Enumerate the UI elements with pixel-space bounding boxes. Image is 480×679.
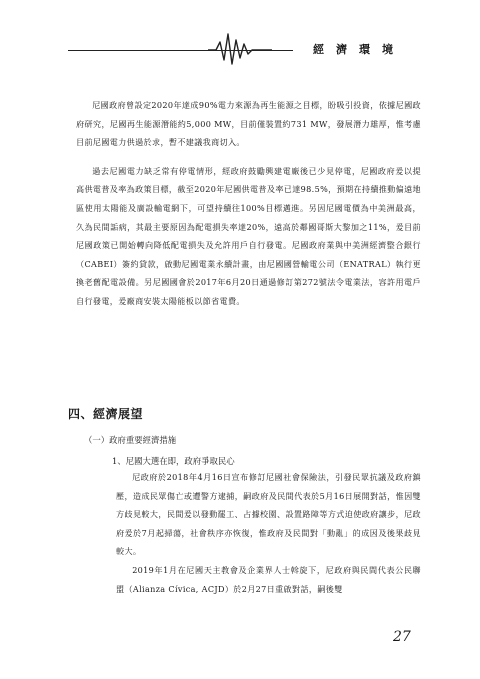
paragraph: 尼國政府曾設定2020年達成90%電力來源為再生能源之目標，盼吸引投資，依據尼國政府研究，尼國再生能源潛能約5,000 MW，目前僅裝置約731 MW，發展潛力雄厚，惟考慮目前尼國電力供過於求，暫不建議我商切入。 <box>76 100 421 148</box>
header-section-label: 經濟環境 <box>293 41 425 59</box>
section-body-2 <box>116 468 421 598</box>
item-title: 1、尼國大選在即，政府爭取民心 <box>112 456 235 466</box>
subsection-title: （一）政府重要經濟措施 <box>84 435 177 445</box>
section-body-1 <box>76 96 421 311</box>
paragraph: 2019年1月在尼國天主教會及企業界人士斡旋下，尼政府與民間代表公民聯盟（Alianza Cívica, ACJD）於2月27日重啟對話，嗣後雙 <box>116 564 421 594</box>
heartbeat-wave-icon <box>208 30 272 70</box>
paragraph: 過去尼國電力缺乏常有停電情形，經政府鼓勵興建電廠後已少見停電，尼國政府爰以提高供電普及率為政策目標，截至2020年尼國供電普及率已達98.5%，預期在持續推動偏遠地區使用太陽能及廣設輸電網下，可望持續往100%目標邁進。另因尼國電價為中美洲最高，久為民間詬病，其最主要原因為配電損失率達20%，遠高於鄰國哥斯大黎加之11%，爰目前尼國政策已開始轉向降低配電損失及允許用戶自行發電。尼國政府業與中美洲經濟整合銀行（CABEI）簽約貸款，啟動尼國電業永續計畫，由尼國國營輸電公司（ENATRAL）執行更換老舊配電設備。另尼國國會於2017年6月20日通過修訂第272號法令電業法，容許用電戶自行發電，爰廠商安裝太陽能板以節省電費。 <box>76 165 421 306</box>
page-number: 27 <box>393 629 411 645</box>
section-title: 四、經濟展望 <box>68 407 144 421</box>
page-header <box>0 22 480 82</box>
paragraph: 尼政府於2018年4月16日宣布修訂尼國社會保險法，引發民眾抗議及政府鎮壓，造成民眾傷亡或遭警方逮捕，嗣政府及民間代表於5月16日展開對話，惟因雙方歧見較大，民間爰以發動罷工、占據校園、設置路障等方式迫使政府讓步，尼政府爰於7月起掃蕩，社會秩序亦恢復，惟政府及民間對「動亂」的成因及後果歧見較大。 <box>116 472 421 557</box>
